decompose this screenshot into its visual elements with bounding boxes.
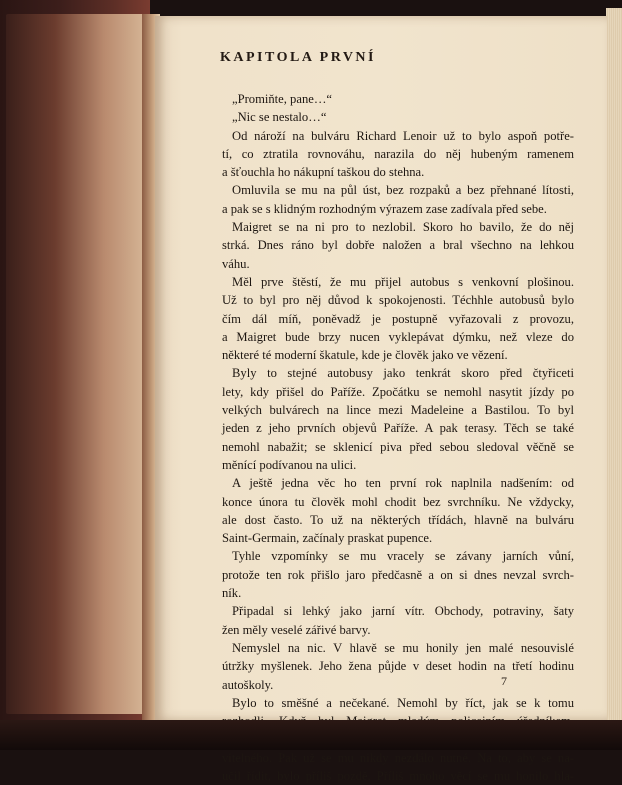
text-line: váhu. (222, 256, 250, 271)
text-line: útržky myšlenek. Jeho žena půjde v deset hodin na třetí hodinu (222, 659, 574, 674)
text-line: Připadal si lehký jako jarní vítr. Obchody, potraviny, šaty (232, 604, 574, 619)
text-line: Omluvila se mu na půl úst, bez rozpaků a bez přehnané lítosti, (232, 183, 574, 198)
page-edges-right (606, 8, 622, 730)
text-line: Byly to stejné autobusy jako tenkrát skoro před čtyřiceti (232, 366, 574, 381)
text-line: nemohl nabažit; se sklenicí piva před sebou sledoval věčně se (222, 439, 574, 454)
text-line: Saint-Germain, začínaly praskat pupence. (222, 531, 433, 546)
text-line: protože ten rok přišlo jaro předčasně a on si dnes nevzal svrch- (222, 567, 574, 582)
text-line: a pak se s klidným rozhodným výrazem zase zadívala před sebe. (222, 201, 547, 216)
text-line: lety, kdy přišel do Paříže. Zpočátku se nemohl nasytit jízdy po (222, 384, 574, 399)
body-text (222, 90, 574, 785)
text-line: velkých bulvárech na lince mezi Madeleine a Bastilou. To byl (222, 403, 574, 418)
text-line: Měl prve štěstí, že mu přijel autobus s venkovní plošinou. (232, 274, 574, 289)
text-line: jeden z jeho prvních objevů Paříže. A pak terasy. Těch se také (222, 421, 574, 436)
right-page (155, 16, 607, 783)
text-line: a Maigret bude brzy nucen vyklepávat dýmku, než vleze do (222, 329, 574, 344)
text-line: strká. Dnes ráno byl dobře naložen a bral všechno na lehkou (222, 238, 574, 253)
text-line: a šťouchla ho nákupní taškou do stehna. (222, 165, 425, 180)
left-page-edge (6, 14, 146, 714)
text-line: učil řídit, bylo příliš pozdě. Příliš mnoho věcí se mu honilo hla- (222, 768, 574, 783)
text-line: tí, co ztratila rovnováhu, narazila do něj hubeným ramenem (222, 146, 574, 161)
text-line: A ještě jedna věc ho ten první rok naplnila nadšením: od (232, 476, 574, 491)
text-line: Bylo to směšné a nečekané. Nemohl by říct, jak se k tomu (232, 695, 574, 710)
text-line: čím dál míň, poněvadž je postupně vyřazovali z provozu, (222, 311, 574, 326)
text-line: Maigret se na ni pro to nezlobil. Skoro ho bavilo, že do něj (232, 220, 574, 235)
text-line: vitelného. Pak už se mu nikdy nezdálo nutné. Na to, aby se na- (222, 750, 574, 765)
text-line: konce února tu člověk mohl chodit bez svrchníku. Ne vždycky, (222, 494, 574, 509)
text-line: některé té moderní škatule, kde je člověk jako ve vězení. (222, 348, 508, 363)
text-line: měnící podívanou na ulici. (222, 457, 357, 472)
text-line: Od nároží na bulváru Richard Lenoir už to bylo aspoň potře- (232, 128, 574, 143)
text-line: Už to byl pro něj důvod k spokojenosti. Téchhle autobusů bylo (222, 293, 574, 308)
page-number: 7 (501, 674, 507, 688)
text-line: Nemyslel na nic. V hlavě se mu honily jen malé nesouvislé (232, 640, 574, 655)
text-line: Tyhle vzpomínky se mu vracely se závany jarních vůní, (232, 549, 574, 564)
text-line: ale dost často. To už na některých třídách, hlavně na bulváru (222, 512, 574, 527)
text-line: „Promiňte, pane…“ (232, 92, 333, 106)
text-line: autoškoly. (222, 677, 274, 692)
book-bottom-edge (0, 720, 622, 750)
text-line: žen měly veselé zářivé barvy. (222, 622, 371, 637)
text-line: „Nic se nestalo…“ (232, 110, 327, 125)
chapter-title: KAPITOLA PRVNÍ (220, 50, 376, 65)
text-line: ník. (222, 586, 242, 601)
